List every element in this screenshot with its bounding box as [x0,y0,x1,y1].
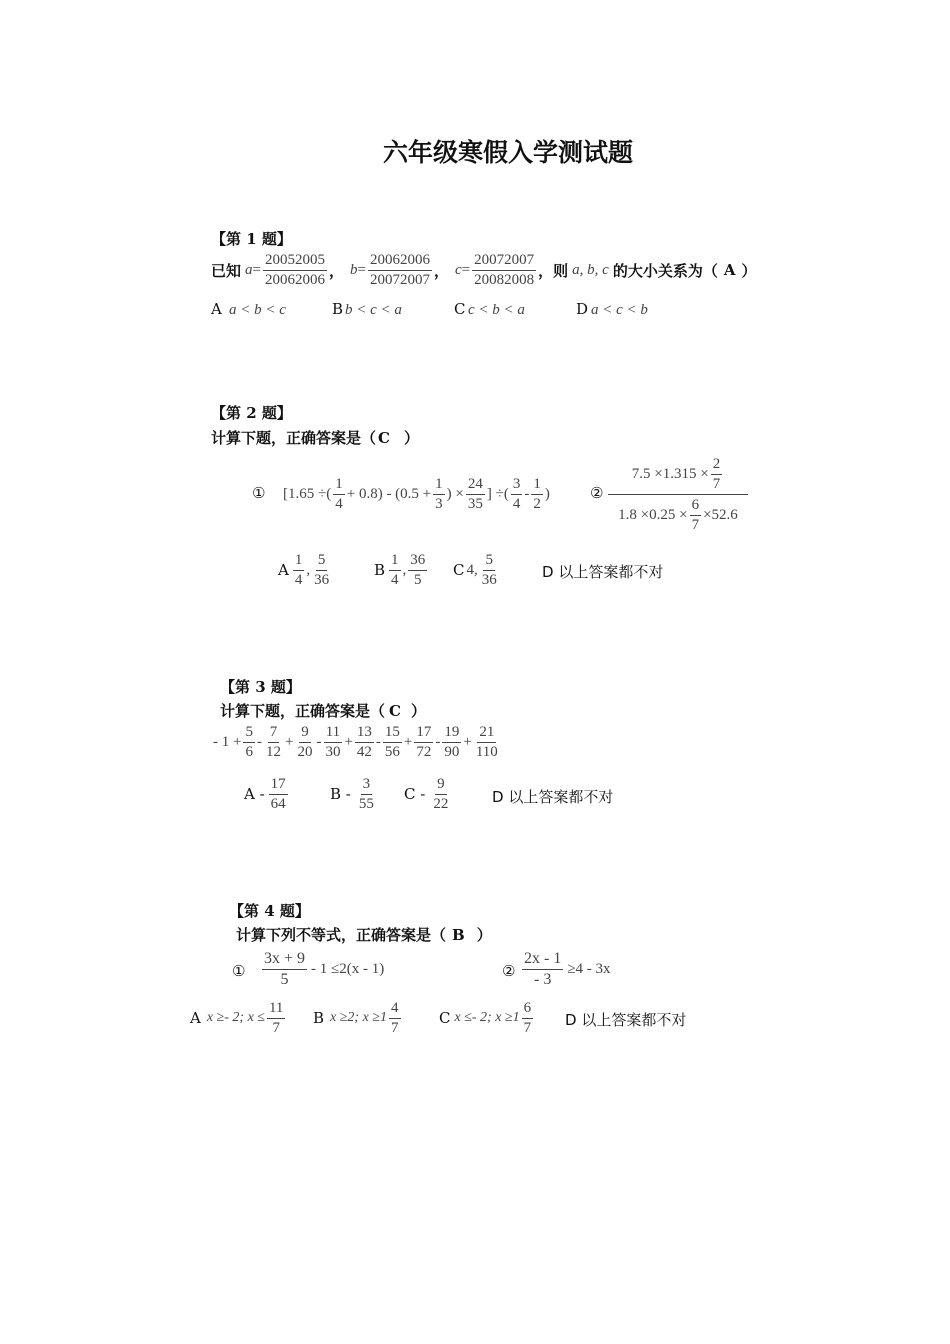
q1-fraction-b: $\frac{20062006}{20072007}$ [369,252,430,288]
q4-option-b: B x ≥2; x ≥1 $\frac{4}{7}$ [313,1000,399,1036]
q1-option-d-label: D [576,300,589,318]
q2-option-d: D 以上答案都不对 [542,563,664,581]
q4-option-c: C x ≤- 2; x ≥1 $\frac{6}{7}$ [439,1000,532,1036]
q1-option-b: b < c < a [345,302,402,318]
q1-answer: A [723,261,736,279]
q1-option-d: a < c < b [591,302,648,318]
q1-fraction-c: $\frac{20072007}{20082008}$ [474,252,535,288]
q3-prompt: 计算下题，正确答案是（ C ） [220,701,426,720]
q1-statement: 已知 a = $\frac{20052005}{20062006}$ ， b = $\frac{20062006}{20072007}$ ， c = $\frac{20072007}{20082008}$ ，则 a, b, c 的大小关系为（ A ） [211,252,757,288]
q4-inequality-2: $\frac{2x - 1}{- 3}$ ≥4 - 3x [524,950,611,988]
q2-header: 【第 2 题】 [211,404,292,422]
q2-option-b: B $\frac{1}{4}$ , $\frac{36}{5}$ [374,552,426,588]
q1-option-c-label: C [454,300,466,318]
q1-option-c: c < b < a [468,302,525,318]
q2-circle-2: ② [590,484,604,502]
q2-expression-1: [1.65 ÷( $\frac{1}{4}$ + 0.8) - (0.5 + $\frac{1}{3}$ ) × $\frac{24}{35}$ ] ÷( $\frac{3}{4}$ - $\frac{1}{2}$ ) [283,476,550,512]
q4-header: 【第 4 题】 [229,902,310,920]
q4-prompt: 计算下列不等式，正确答案是（ B ） [236,925,492,944]
q2-expression-2: 7.5 ×1.315 × $\frac{2}{7}$ 1.8 ×0.25 × $\frac{6}{7}$ ×52.6 [608,456,748,533]
q4-inequality-1: $\frac{3x + 9}{5}$ - 1 ≤2(x - 1) [264,950,385,988]
q2-answer: C [378,428,390,447]
q2-prompt: 计算下题，正确答案是（ C ） [211,428,419,447]
q3-expression: - 1 + $\frac{5}{6}$ - $\frac{7}{12}$ + $\frac{9}{20}$ - $\frac{11}{30}$ + $\frac{13}{42}$ - $\frac{15}{56}$ + $\frac{17}{72}$ - $\frac{19}{90}$ + $\frac{21}{110}$ [213,724,498,760]
q3-option-c: C - $\frac{9}{22}$ [404,776,449,812]
q1-header: 【第 1 题】 [211,230,292,248]
q1-option-b-label: B [332,300,344,318]
q4-circle-1: ① [232,962,246,980]
q4-option-a: A x ≥- 2; x ≤ $\frac{11}{7}$ [190,1000,284,1036]
q3-header: 【第 3 题】 [220,678,301,696]
q1-fraction-a: $\frac{20052005}{20062006}$ [264,252,325,288]
q2-option-a: A $\frac{1}{4}$ , $\frac{5}{36}$ [278,552,330,588]
q3-option-b: B - $\frac{3}{55}$ [330,776,374,812]
q2-circle-1: ① [252,484,266,502]
q4-circle-2: ② [502,962,516,980]
q4-option-d: D 以上答案都不对 [565,1011,687,1029]
q3-option-d: D 以上答案都不对 [492,788,614,806]
q4-answer: B [452,925,465,944]
q1-prefix: 已知 [211,261,242,280]
q2-option-c: C 4, $\frac{5}{36}$ [453,552,497,588]
q1-option-a-label: A [211,300,222,318]
q3-option-a: A - $\frac{17}{64}$ [244,776,286,812]
q3-answer: C [389,701,401,720]
page-title: 六年级寒假入学测试题 [382,138,633,167]
q1-option-a: a < b < c [229,302,286,318]
